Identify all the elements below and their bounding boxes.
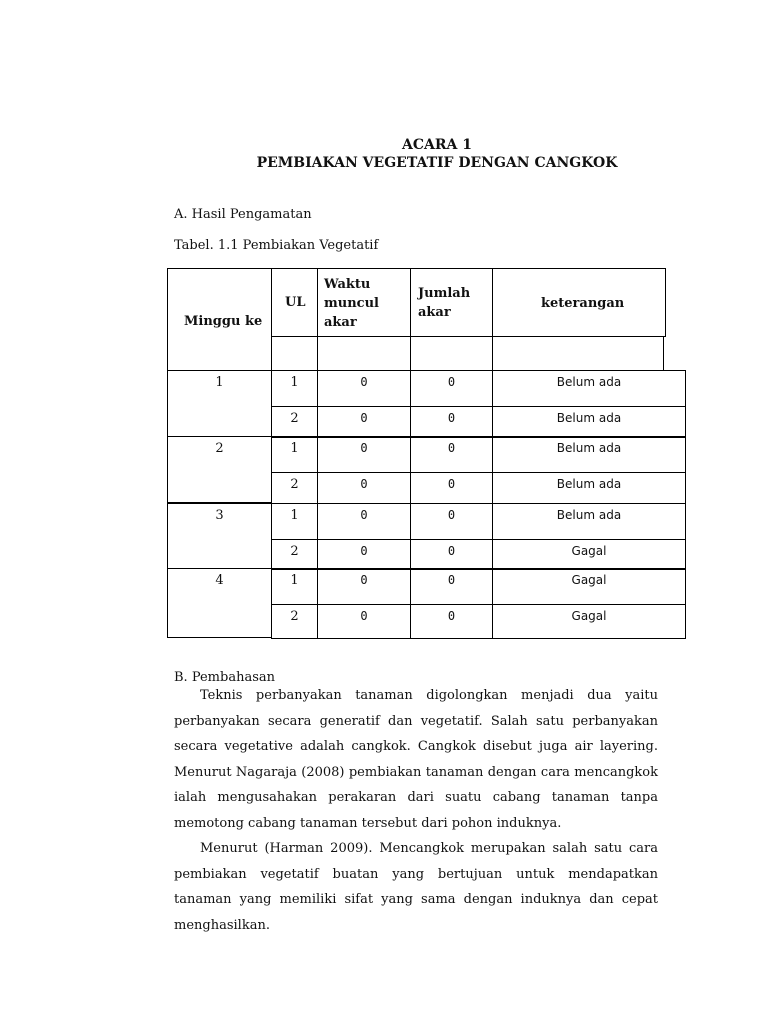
cell-waktu: 0 xyxy=(360,609,368,623)
header-keterangan: keterangan xyxy=(541,296,625,311)
cell-jumlah: 0 xyxy=(447,411,456,425)
paragraph: Menurut (Harman 2009). Mencangkok merupakan salah satu cara pembiakan vegetatif buatan yang bertujuan untuk mendapatkan tanaman yang memiliki sifat yang sama dengan induknya dan cepat menghasilkan. xyxy=(174,841,658,933)
cell-jumlah: 0 xyxy=(447,573,456,587)
header-waktu: Waktu muncul akar xyxy=(324,277,379,330)
week-label: 1 xyxy=(215,375,224,390)
cell-ul: 1 xyxy=(290,573,299,588)
cell-ul: 1 xyxy=(290,508,299,523)
cell-waktu: 0 xyxy=(360,508,368,522)
section-b-heading: B. Pembahasan xyxy=(174,670,275,685)
cell-ket: Gagal xyxy=(571,609,607,623)
cell-jumlah: 0 xyxy=(447,375,456,389)
header-minggu: Minggu ke xyxy=(184,314,263,329)
cell-ket: Belum ada xyxy=(556,477,622,491)
header-ul: UL xyxy=(285,295,306,310)
paragraph: Teknis perbanyakan tanaman digolongkan menjadi dua yaitu perbanyakan secara generatif dan vegetatif. Salah satu perbanyakan secara vegetative adalah cangkok. Cangkok disebut juga air layering. Menurut Nagaraja (2008) pembiakan tanaman dengan cara mencangkok ialah mengusahakan perakaran dari suatu cabang tanaman tanpa memotong cabang tanaman tersebut dari pohon induknya. xyxy=(174,688,658,831)
cell-ul: 2 xyxy=(290,411,299,426)
document-subtitle: PEMBIAKAN VEGETATIF DENGAN CANGKOK xyxy=(256,155,618,171)
cell-jumlah: 0 xyxy=(447,441,456,455)
table-caption: Tabel. 1.1 Pembiakan Vegetatif xyxy=(174,238,379,253)
cell-waktu: 0 xyxy=(360,375,368,389)
cell-ket: Belum ada xyxy=(556,508,622,522)
cell-waktu: 0 xyxy=(360,573,368,587)
cell-ul: 2 xyxy=(290,544,299,559)
cell-ket: Gagal xyxy=(571,573,607,587)
cell-ket: Belum ada xyxy=(556,441,622,455)
header-jumlah: Jumlah akar xyxy=(418,286,471,320)
section-a-heading: A. Hasil Pengamatan xyxy=(174,207,312,222)
discussion-text xyxy=(174,683,658,938)
cell-ket: Belum ada xyxy=(556,375,622,389)
cell-waktu: 0 xyxy=(360,411,368,425)
week-label: 3 xyxy=(215,508,224,523)
cell-ul: 2 xyxy=(290,609,299,624)
cell-ul: 1 xyxy=(290,441,299,456)
cell-ul: 1 xyxy=(290,375,299,390)
cell-waktu: 0 xyxy=(360,477,368,491)
cell-waktu: 0 xyxy=(360,441,368,455)
week-label: 4 xyxy=(215,573,224,588)
week-label: 2 xyxy=(215,441,224,456)
cell-jumlah: 0 xyxy=(447,609,456,623)
document-title: ACARA 1 xyxy=(402,137,472,153)
cell-waktu: 0 xyxy=(360,544,368,558)
cell-ket: Gagal xyxy=(571,544,607,558)
cell-jumlah: 0 xyxy=(447,508,456,522)
cell-jumlah: 0 xyxy=(447,544,456,558)
cell-ket: Belum ada xyxy=(556,411,622,425)
cell-jumlah: 0 xyxy=(447,477,456,491)
cell-ul: 2 xyxy=(290,477,299,492)
